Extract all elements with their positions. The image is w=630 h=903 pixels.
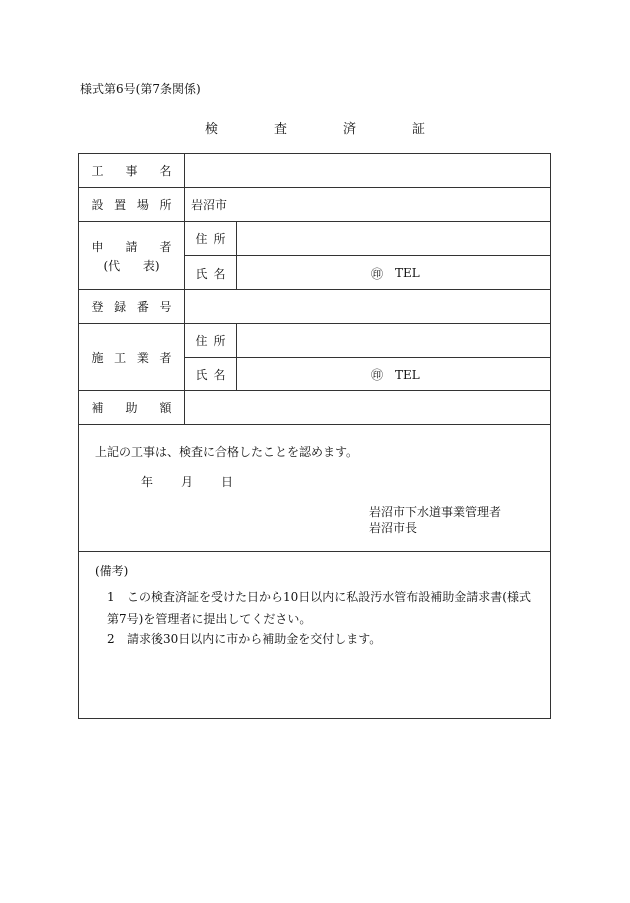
project-name-row [79, 154, 550, 188]
contractor-address-row [185, 324, 550, 358]
certification-statement: 上記の工事は、検査に合格したことを認めます。 [95, 445, 359, 459]
issuer-mayor: 岩沼市長 [369, 521, 418, 535]
applicant-name-row [185, 256, 550, 290]
note-item: 1 この検査済証を受けた日から10日以内に私設汚水管布設補助金請求書(様式第7号)を管理者に提出してください。 [107, 590, 531, 626]
contractor-label: 施 工 業 者 [79, 324, 185, 390]
title-char: 査 [273, 122, 287, 137]
contractor-name-label: 氏 名 [185, 358, 237, 391]
notes-block [79, 552, 550, 718]
subsidy-label: 補 助 額 [79, 391, 185, 424]
contractor-name-row [185, 358, 550, 391]
applicant-label: 申 請 者 (代 表) [79, 222, 185, 289]
form-number-label: 様式第6号(第7条関係) [80, 82, 201, 96]
document-title [0, 118, 630, 137]
location-value: 岩沼市 [191, 198, 228, 212]
applicant-address-label: 住 所 [185, 222, 237, 255]
date-day: 日 [221, 475, 234, 489]
location-row [79, 188, 550, 222]
registration-label: 登 録 番 号 [79, 290, 185, 323]
date-month: 月 [181, 475, 194, 489]
contractor-tel-label: TEL [395, 367, 420, 382]
title-char: 済 [343, 122, 357, 137]
project-name-label: 工 事 名 [79, 154, 185, 187]
issuer-title: 岩沼市下水道事業管理者 [369, 505, 502, 519]
subsidy-row [79, 391, 550, 425]
contractor-seal-mark: ㊞ [371, 368, 384, 382]
applicant-tel-label: TEL [395, 266, 420, 280]
date-year: 年 [141, 475, 154, 489]
certificate-form [78, 153, 551, 719]
applicant-row [79, 222, 550, 290]
notes-heading: (備考) [95, 564, 129, 578]
applicant-address-row [185, 222, 550, 256]
registration-row [79, 290, 550, 324]
location-label: 設 置 場 所 [79, 188, 185, 221]
contractor-address-label: 住 所 [185, 324, 237, 357]
note-item: 2 請求後30日以内に市から補助金を交付します。 [107, 632, 382, 646]
applicant-seal-mark: ㊞ [371, 266, 384, 281]
applicant-name-label: 氏 名 [185, 256, 237, 290]
title-char: 証 [412, 122, 426, 137]
title-char: 検 [204, 122, 218, 137]
contractor-row [79, 324, 550, 391]
issue-date [141, 473, 261, 490]
certification-block [79, 425, 550, 552]
